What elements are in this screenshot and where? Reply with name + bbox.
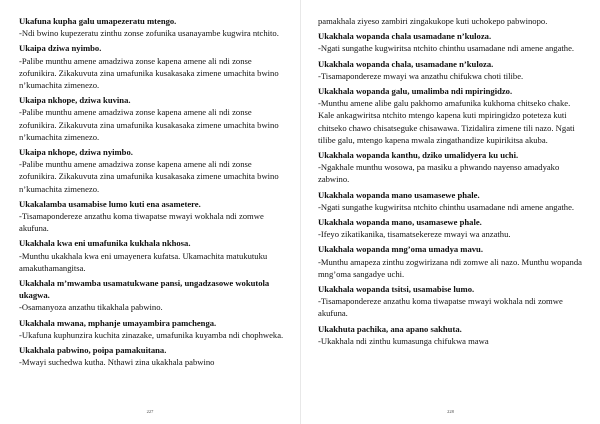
proverb-meaning: -Munthu amene alibe galu pakhomo amafunika kukhoma chitseko chake. Kale ankagwiritsa ntchito mtengo kapena kuti mpiringidzo poteteza kuti chitseko chawo chisatseguke chisawawa. Tizidalira zimene tili nazo. Ngati tilibe galu, mtengo kapena mwala zingathandize kupirikitsa akuba. <box>318 98 575 145</box>
proverb-title: Ukakhala wopanda kanthu, dziko umalidyera ku uchi. <box>318 150 519 161</box>
proverb-title: Ukakalamba usamabise lumo kuti ena asametere. <box>19 198 201 209</box>
proverb-meaning: pamakhala ziyeso zambiri zingakukope kuti uchokepo pabwinopo. <box>318 16 548 26</box>
proverb-entry <box>318 30 584 54</box>
proverb-title: Ukakhuta pachika, ana apano sakhuta. <box>318 323 462 334</box>
proverb-meaning: -Tisamapondereze anzathu koma tiwapatse mwayi wokhala ndi zomwe akufuna. <box>19 211 264 234</box>
proverb-meaning: -Munthu ukakhala kwa eni umayenera kufatsa. Ukamachita matukutuku amakuthamangitsa. <box>19 250 268 273</box>
proverb-title: Ukakhala wopanda chala usamadane n’kuloza. <box>318 31 492 42</box>
proverb-meaning: -Ifeyo zikatikanika, tisamatsekereze mwayi wa anzathu. <box>318 229 511 240</box>
proverb-entry <box>19 344 286 368</box>
proverb-title: Ukaipa nkhope, dziwa kuvina. <box>19 95 131 106</box>
proverb-title: Ukakhala pabwino, poipa pamakuitana. <box>19 345 167 356</box>
proverb-entry <box>318 323 584 347</box>
page-number: 227 <box>146 409 154 414</box>
proverb-entry <box>19 317 286 341</box>
proverb-entry <box>318 243 584 280</box>
proverb-entry <box>19 277 286 314</box>
proverb-entry <box>318 149 584 186</box>
proverb-entry <box>318 58 584 82</box>
proverb-entry <box>19 237 286 274</box>
proverb-meaning: -Ukakhala ndi zinthu kumasunga chifukwa mawa <box>318 335 489 346</box>
proverb-entry <box>318 85 584 146</box>
continued-text <box>318 15 584 27</box>
right-page <box>300 0 600 424</box>
proverb-entry <box>19 94 286 143</box>
proverb-title: Ukakhala wopanda galu, umalimba ndi mpiringidzo. <box>318 86 513 97</box>
proverb-entry <box>19 198 286 235</box>
proverb-meaning: -Ukafuna kuphunzira kuchita zinazake, umafunika kuyamba ndi chophweka. <box>19 329 284 340</box>
proverb-title: Ukakhala wopanda mano, usamasewe phale. <box>318 217 482 228</box>
proverb-title: Ukakhala wopanda chala, usamadane n’kuloza. <box>318 58 494 69</box>
proverb-entry <box>19 146 286 195</box>
proverb-meaning: -Palibe munthu amene amadziwa zonse kapena amene ali ndi zonse zofunikira. Zikakuvuta zina umafunika kusakasaka zimene umachita bwino n’kumachita zimenezo. <box>19 107 279 142</box>
proverb-meaning: -Ndi bwino kupezeratu zinthu zonse zofunika usanayambe kugwira ntchito. <box>19 28 279 39</box>
proverb-meaning: -Ngati sungathe kugwiritsa ntchito chinthu usamadane ndi amene angathe. <box>318 201 575 212</box>
proverb-entry <box>318 189 584 213</box>
proverb-entry <box>318 216 584 240</box>
proverb-meaning: -Tisamapondereze anzathu koma tiwapatse mwayi wokhala ndi zomwe akufuna. <box>318 296 563 319</box>
right-content <box>318 15 584 347</box>
proverb-title: Ukakhala wopanda mng’oma umadya mavu. <box>318 244 483 255</box>
proverb-title: Ukakhala mwana, mphanje umayambira pamchenga. <box>19 317 217 328</box>
proverb-title: Ukaipa nkhope, dziwa nyimbo. <box>19 147 133 158</box>
proverb-entry <box>318 283 584 320</box>
proverb-title: Ukakhala wopanda mano usamasewe phale. <box>318 189 480 200</box>
proverb-meaning: -Ngati sungathe kugwiritsa ntchito chinthu usamadane ndi amene angathe. <box>318 43 575 54</box>
proverb-meaning: -Munthu amapeza zinthu zogwirizana ndi zomwe ali nazo. Munthu wopanda mng’oma sangadye uchi. <box>318 256 582 279</box>
proverb-meaning: -Palibe munthu amene amadziwa zonse kapena amene ali ndi zonse zofunikira. Zikakuvuta zina umafunika kusakasaka zimene umachita bwino n’kumachita zimenezo. <box>19 55 279 91</box>
proverb-title: Ukaipa dziwa nyimbo. <box>19 43 102 54</box>
proverb-meaning: -Osamanyoza anzathu tikakhala pabwino. <box>19 302 163 313</box>
proverb-meaning: -Ngakhale munthu wosowa, pa masiku a phwando nayenso amadyako zabwino. <box>318 162 560 185</box>
proverb-meaning: -Mwayi suchedwa kutha. Nthawi zina ukakhala pabwino <box>19 357 215 368</box>
proverb-title: Ukakhala m’mwamba usamatukwane pansi, ungadzasowe wokutola ukagwa. <box>19 278 270 301</box>
proverb-entry <box>19 42 286 91</box>
proverb-title: Ukakhala wopanda tsitsi, usamabise lumo. <box>318 284 475 295</box>
proverb-meaning: -Palibe munthu amene amadziwa zonse kapena amene ali ndi zonse zofunikira. Zikakuvuta zina umafunika kusakasaka zimene umachita bwino n’kumachita zimenezo. <box>19 159 279 194</box>
proverb-entry <box>19 15 286 39</box>
proverb-title: Ukafuna kupha galu umapezeratu mtengo. <box>19 16 177 26</box>
proverb-title: Ukakhala kwa eni umafunika kukhala nkhosa. <box>19 238 191 249</box>
page-number: 228 <box>447 409 454 414</box>
left-content <box>19 15 286 368</box>
proverb-meaning: -Tisamapondereze mwayi wa anzathu chifukwa choti tilibe. <box>318 70 524 81</box>
